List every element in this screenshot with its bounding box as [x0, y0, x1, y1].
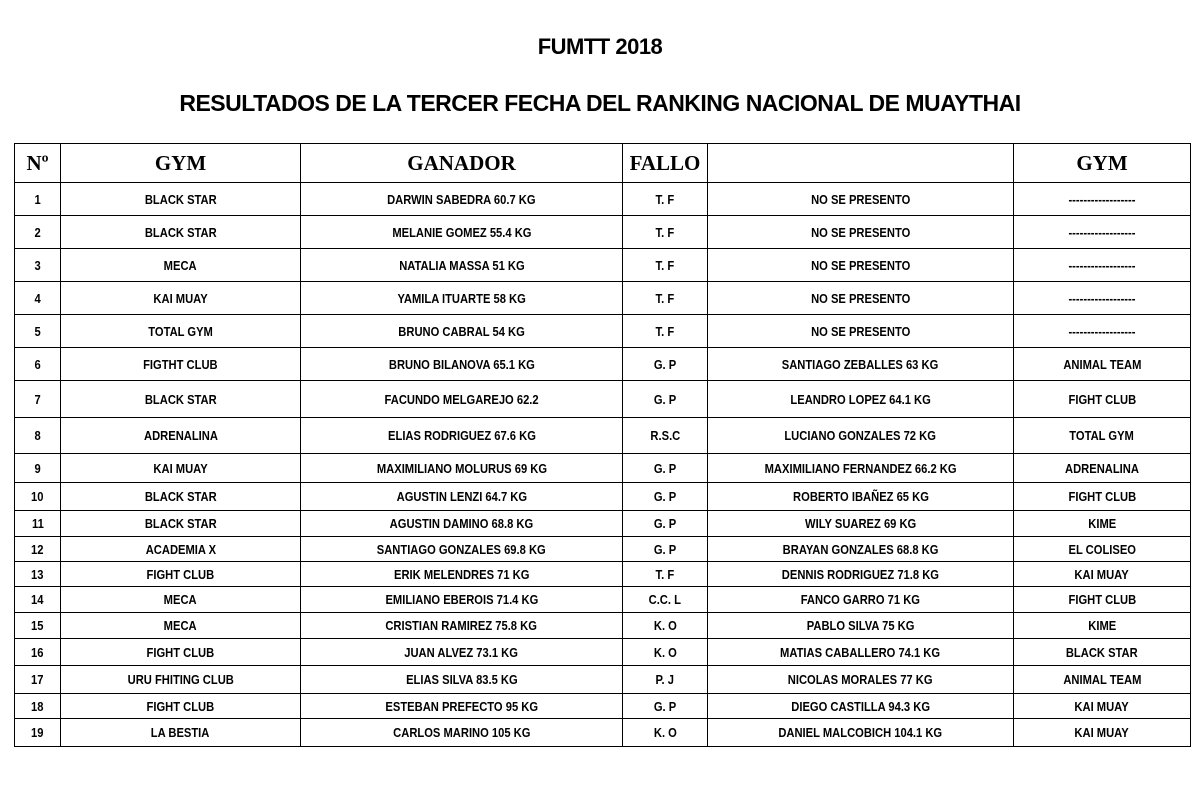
row-opponent: NICOLAS MORALES 77 KG — [788, 672, 933, 687]
row-winner-cell — [301, 348, 623, 381]
row-number: 16 — [31, 644, 44, 660]
row-gym: MECA — [164, 618, 197, 633]
page-title: FUMTT 2018 — [537, 34, 663, 59]
row-gym: FIGTHT CLUB — [143, 356, 218, 372]
row-opponent: DANIEL MALCOBICH 104.1 KG — [778, 725, 943, 740]
row-opponent: NO SE PRESENTO — [810, 224, 911, 240]
table-row — [15, 282, 1191, 315]
row-winner-cell — [301, 216, 623, 249]
row-result: G. P — [653, 489, 677, 504]
row-number: 1 — [34, 191, 41, 207]
row-opponent-gym: ANIMAL TEAM — [1062, 356, 1142, 372]
table-row — [15, 183, 1191, 216]
row-result-cell — [623, 418, 708, 454]
row-number: 15 — [31, 618, 44, 633]
row-opponent: BRAYAN GONZALES 68.8 KG — [782, 541, 939, 557]
row-winner-cell — [301, 613, 623, 639]
row-opponent-cell — [708, 418, 1014, 454]
row-opponent-gym: EL COLISEO — [1068, 541, 1136, 557]
row-number-cell — [15, 666, 61, 694]
row-result: P. J — [655, 672, 675, 687]
row-number: 8 — [34, 428, 41, 443]
row-opponent-gym: FIGHT CLUB — [1068, 391, 1136, 407]
row-number-cell — [15, 348, 61, 381]
row-result-cell — [623, 666, 708, 694]
row-gym-cell — [61, 719, 301, 747]
results-table — [14, 143, 1191, 747]
row-opponent-gym: ------------------ — [1068, 290, 1136, 306]
row-result: G. P — [653, 698, 677, 714]
row-result-cell — [623, 454, 708, 483]
row-opponent: DIEGO CASTILLA 94.3 KG — [791, 698, 930, 714]
row-gym: ACADEMIA X — [145, 541, 216, 557]
row-winner: ELIAS SILVA 83.5 KG — [405, 672, 518, 687]
row-number-cell — [15, 639, 61, 666]
row-opponent: WILY SUAREZ 69 KG — [804, 516, 917, 531]
row-result-cell — [623, 282, 708, 315]
row-number: 13 — [31, 566, 44, 582]
row-opponent: SANTIAGO ZEBALLES 63 KG — [782, 356, 939, 372]
row-result: T. F — [655, 323, 675, 339]
row-gym: BLACK STAR — [144, 516, 217, 531]
table-row — [15, 511, 1191, 537]
row-winner: AGUSTIN LENZI 64.7 KG — [396, 489, 527, 504]
row-gym-cell — [61, 562, 301, 587]
row-opponent: FANCO GARRO 71 KG — [800, 592, 921, 607]
row-result-cell — [623, 483, 708, 511]
row-opponent-gym: BLACK STAR — [1066, 644, 1138, 660]
row-opponent-gym: KIME — [1088, 618, 1116, 633]
row-opponent-cell — [708, 666, 1014, 694]
row-winner-cell — [301, 719, 623, 747]
row-result: T. F — [655, 257, 675, 273]
row-number: 11 — [31, 516, 44, 531]
row-opponent-gym-cell — [1014, 666, 1191, 694]
row-gym-cell — [61, 537, 301, 562]
row-opponent-gym: ------------------ — [1068, 191, 1136, 207]
row-number: 14 — [31, 592, 44, 607]
row-winner-cell — [301, 587, 623, 613]
row-gym: KAI MUAY — [153, 290, 208, 306]
row-gym: BLACK STAR — [144, 224, 217, 240]
row-opponent-gym-cell — [1014, 315, 1191, 348]
table-row — [15, 639, 1191, 666]
row-opponent-gym-cell — [1014, 418, 1191, 454]
row-winner: AGUSTIN DAMINO 68.8 KG — [389, 516, 534, 531]
row-winner: SANTIAGO GONZALES 69.8 KG — [377, 541, 546, 557]
header-winner: GANADOR — [301, 144, 623, 183]
row-result: K. O — [653, 725, 677, 740]
row-opponent-cell — [708, 249, 1014, 282]
table-row — [15, 719, 1191, 747]
row-result: G. P — [653, 516, 677, 531]
row-opponent-cell — [708, 381, 1014, 418]
row-opponent-gym: ------------------ — [1068, 323, 1136, 339]
row-opponent-cell — [708, 315, 1014, 348]
row-result-cell — [623, 694, 708, 719]
row-gym-cell — [61, 639, 301, 666]
row-opponent-cell — [708, 348, 1014, 381]
row-winner: CARLOS MARINO 105 KG — [392, 725, 531, 740]
row-winner: FACUNDO MELGAREJO 62.2 — [384, 391, 539, 407]
row-winner-cell — [301, 282, 623, 315]
row-winner: BRUNO CABRAL 54 KG — [398, 323, 525, 339]
row-gym: LA BESTIA — [151, 725, 210, 740]
row-opponent: DENNIS RODRIGUEZ 71.8 KG — [781, 566, 940, 582]
row-opponent: NO SE PRESENTO — [810, 257, 911, 273]
row-opponent-gym-cell — [1014, 587, 1191, 613]
row-number: 12 — [31, 541, 44, 557]
row-number: 9 — [34, 460, 41, 476]
row-winner: ELIAS RODRIGUEZ 67.6 KG — [387, 428, 536, 443]
row-gym: BLACK STAR — [144, 391, 217, 407]
row-number: 17 — [31, 672, 44, 687]
row-result: T. F — [655, 566, 675, 582]
row-gym: KAI MUAY — [153, 460, 208, 476]
row-gym-cell — [61, 483, 301, 511]
row-gym: BLACK STAR — [144, 489, 217, 504]
table-row — [15, 454, 1191, 483]
header-result: FALLO — [623, 144, 708, 183]
row-opponent: NO SE PRESENTO — [810, 191, 911, 207]
row-number: 6 — [34, 356, 41, 372]
row-opponent-gym: ------------------ — [1068, 224, 1136, 240]
row-number-cell — [15, 216, 61, 249]
row-winner-cell — [301, 381, 623, 418]
row-number: 4 — [34, 290, 41, 306]
table-row — [15, 562, 1191, 587]
row-opponent-gym: KAI MUAY — [1074, 725, 1130, 740]
row-winner-cell — [301, 315, 623, 348]
row-opponent-gym-cell — [1014, 381, 1191, 418]
row-number-cell — [15, 613, 61, 639]
row-opponent-gym-cell — [1014, 483, 1191, 511]
row-winner: ESTEBAN PREFECTO 95 KG — [385, 698, 538, 714]
row-number-cell — [15, 719, 61, 747]
row-opponent: PABLO SILVA 75 KG — [806, 618, 915, 633]
row-result-cell — [623, 639, 708, 666]
row-winner: MELANIE GOMEZ 55.4 KG — [391, 224, 532, 240]
row-opponent-gym-cell — [1014, 562, 1191, 587]
row-result-cell — [623, 381, 708, 418]
row-result-cell — [623, 183, 708, 216]
row-opponent-cell — [708, 282, 1014, 315]
table-row — [15, 315, 1191, 348]
row-number-cell — [15, 381, 61, 418]
row-result: K. O — [653, 644, 677, 660]
row-opponent: ROBERTO IBAÑEZ 65 KG — [792, 489, 929, 504]
row-gym-cell — [61, 249, 301, 282]
table-row — [15, 483, 1191, 511]
row-opponent: NO SE PRESENTO — [810, 290, 911, 306]
row-result-cell — [623, 348, 708, 381]
row-opponent-gym-cell — [1014, 282, 1191, 315]
row-opponent-cell — [708, 483, 1014, 511]
row-gym: MECA — [164, 592, 197, 607]
row-number: 19 — [31, 725, 44, 740]
row-gym: BLACK STAR — [144, 191, 217, 207]
table-row — [15, 694, 1191, 719]
row-gym: FIGHT CLUB — [146, 644, 215, 660]
row-number-cell — [15, 418, 61, 454]
row-winner: EMILIANO EBEROIS 71.4 KG — [385, 592, 538, 607]
row-opponent-gym: TOTAL GYM — [1069, 428, 1135, 443]
row-winner-cell — [301, 511, 623, 537]
row-number: 10 — [31, 489, 44, 504]
row-opponent-gym-cell — [1014, 454, 1191, 483]
row-result: R.S.C — [650, 428, 680, 443]
row-result-cell — [623, 562, 708, 587]
row-opponent-cell — [708, 454, 1014, 483]
row-gym-cell — [61, 666, 301, 694]
row-winner: JUAN ALVEZ 73.1 KG — [404, 644, 519, 660]
table-body — [15, 183, 1191, 747]
row-opponent-gym-cell — [1014, 694, 1191, 719]
row-opponent-cell — [708, 183, 1014, 216]
page-subtitle: RESULTADOS DE LA TERCER FECHA DEL RANKING NACIONAL DE MUAYTHAI — [179, 90, 1021, 116]
row-number: 18 — [31, 698, 44, 714]
row-winner-cell — [301, 694, 623, 719]
row-gym-cell — [61, 587, 301, 613]
table-row — [15, 613, 1191, 639]
row-opponent: NO SE PRESENTO — [810, 323, 911, 339]
row-result: T. F — [655, 290, 675, 306]
row-number-cell — [15, 587, 61, 613]
row-gym: FIGHT CLUB — [146, 698, 215, 714]
row-gym-cell — [61, 694, 301, 719]
row-gym-cell — [61, 216, 301, 249]
row-number: 7 — [34, 391, 41, 407]
row-opponent-cell — [708, 562, 1014, 587]
row-opponent-cell — [708, 719, 1014, 747]
row-number-cell — [15, 483, 61, 511]
row-gym-cell — [61, 183, 301, 216]
row-opponent-gym: KIME — [1088, 516, 1116, 531]
row-opponent-gym-cell — [1014, 719, 1191, 747]
table-row — [15, 381, 1191, 418]
table-row — [15, 587, 1191, 613]
row-number: 2 — [34, 224, 41, 240]
row-number-cell — [15, 315, 61, 348]
table-row — [15, 348, 1191, 381]
row-result: G. P — [653, 460, 677, 476]
row-gym: MECA — [164, 257, 197, 273]
row-winner: ERIK MELENDRES 71 KG — [393, 566, 530, 582]
row-winner-cell — [301, 418, 623, 454]
row-opponent-cell — [708, 537, 1014, 562]
row-number: 5 — [34, 323, 41, 339]
row-number-cell — [15, 511, 61, 537]
row-result: K. O — [653, 618, 677, 633]
header-number: Nº — [15, 144, 61, 183]
row-gym-cell — [61, 282, 301, 315]
table-row — [15, 537, 1191, 562]
row-result: T. F — [655, 191, 675, 207]
row-result-cell — [623, 315, 708, 348]
row-number-cell — [15, 454, 61, 483]
row-opponent-gym-cell — [1014, 613, 1191, 639]
row-winner-cell — [301, 562, 623, 587]
row-result: C.C. L — [648, 592, 682, 607]
row-gym-cell — [61, 315, 301, 348]
row-winner-cell — [301, 483, 623, 511]
row-winner: CRISTIAN RAMIREZ 75.8 KG — [385, 618, 538, 633]
row-gym: ADRENALINA — [143, 428, 218, 443]
row-winner-cell — [301, 454, 623, 483]
row-winner-cell — [301, 666, 623, 694]
row-gym: FIGHT CLUB — [146, 566, 215, 582]
row-number-cell — [15, 537, 61, 562]
row-gym-cell — [61, 454, 301, 483]
table-row — [15, 249, 1191, 282]
row-opponent-gym-cell — [1014, 511, 1191, 537]
header-opponent — [708, 144, 1014, 183]
row-opponent: MATIAS CABALLERO 74.1 KG — [780, 644, 941, 660]
row-opponent-cell — [708, 613, 1014, 639]
row-winner-cell — [301, 183, 623, 216]
row-opponent-cell — [708, 511, 1014, 537]
row-result: G. P — [653, 391, 677, 407]
row-winner-cell — [301, 639, 623, 666]
row-result-cell — [623, 249, 708, 282]
row-opponent-cell — [708, 694, 1014, 719]
row-opponent-cell — [708, 216, 1014, 249]
row-number-cell — [15, 282, 61, 315]
table-row — [15, 216, 1191, 249]
row-result: G. P — [653, 541, 677, 557]
row-winner: BRUNO BILANOVA 65.1 KG — [388, 356, 535, 372]
row-opponent-gym-cell — [1014, 216, 1191, 249]
row-opponent-gym-cell — [1014, 183, 1191, 216]
row-gym: TOTAL GYM — [148, 323, 213, 339]
table-row — [15, 418, 1191, 454]
row-opponent: LEANDRO LOPEZ 64.1 KG — [790, 391, 931, 407]
row-opponent-gym: ------------------ — [1068, 257, 1136, 273]
row-number-cell — [15, 249, 61, 282]
row-opponent-gym-cell — [1014, 639, 1191, 666]
row-result: G. P — [653, 356, 677, 372]
row-opponent-cell — [708, 587, 1014, 613]
row-gym-cell — [61, 613, 301, 639]
row-winner: MAXIMILIANO MOLURUS 69 KG — [376, 460, 547, 476]
row-opponent: LUCIANO GONZALES 72 KG — [784, 428, 937, 443]
row-number-cell — [15, 694, 61, 719]
row-winner: NATALIA MASSA 51 KG — [398, 257, 525, 273]
table-header-row — [15, 144, 1191, 183]
table-row — [15, 666, 1191, 694]
row-number: 3 — [34, 257, 41, 273]
row-opponent-gym: FIGHT CLUB — [1068, 489, 1136, 504]
row-winner: DARWIN SABEDRA 60.7 KG — [387, 191, 536, 207]
row-gym-cell — [61, 348, 301, 381]
header-gym: GYM — [61, 144, 301, 183]
row-number-cell — [15, 562, 61, 587]
row-gym-cell — [61, 381, 301, 418]
row-opponent-gym-cell — [1014, 348, 1191, 381]
row-result-cell — [623, 587, 708, 613]
row-winner-cell — [301, 537, 623, 562]
row-opponent-cell — [708, 639, 1014, 666]
row-opponent-gym: KAI MUAY — [1074, 698, 1130, 714]
row-winner: YAMILA ITUARTE 58 KG — [397, 290, 526, 306]
row-result-cell — [623, 613, 708, 639]
row-opponent-gym: ADRENALINA — [1065, 460, 1139, 476]
row-result-cell — [623, 719, 708, 747]
row-result-cell — [623, 216, 708, 249]
row-opponent-gym-cell — [1014, 249, 1191, 282]
row-result-cell — [623, 511, 708, 537]
row-result-cell — [623, 537, 708, 562]
header-opponent-gym: GYM — [1014, 144, 1191, 183]
row-gym: URU FHITING CLUB — [127, 672, 234, 687]
row-opponent: MAXIMILIANO FERNANDEZ 66.2 KG — [764, 460, 957, 476]
row-opponent-gym: KAI MUAY — [1074, 566, 1130, 582]
row-number-cell — [15, 183, 61, 216]
row-opponent-gym: FIGHT CLUB — [1068, 592, 1136, 607]
row-opponent-gym-cell — [1014, 537, 1191, 562]
row-gym-cell — [61, 511, 301, 537]
row-opponent-gym: ANIMAL TEAM — [1062, 672, 1142, 687]
row-gym-cell — [61, 418, 301, 454]
row-result: T. F — [655, 224, 675, 240]
row-winner-cell — [301, 249, 623, 282]
